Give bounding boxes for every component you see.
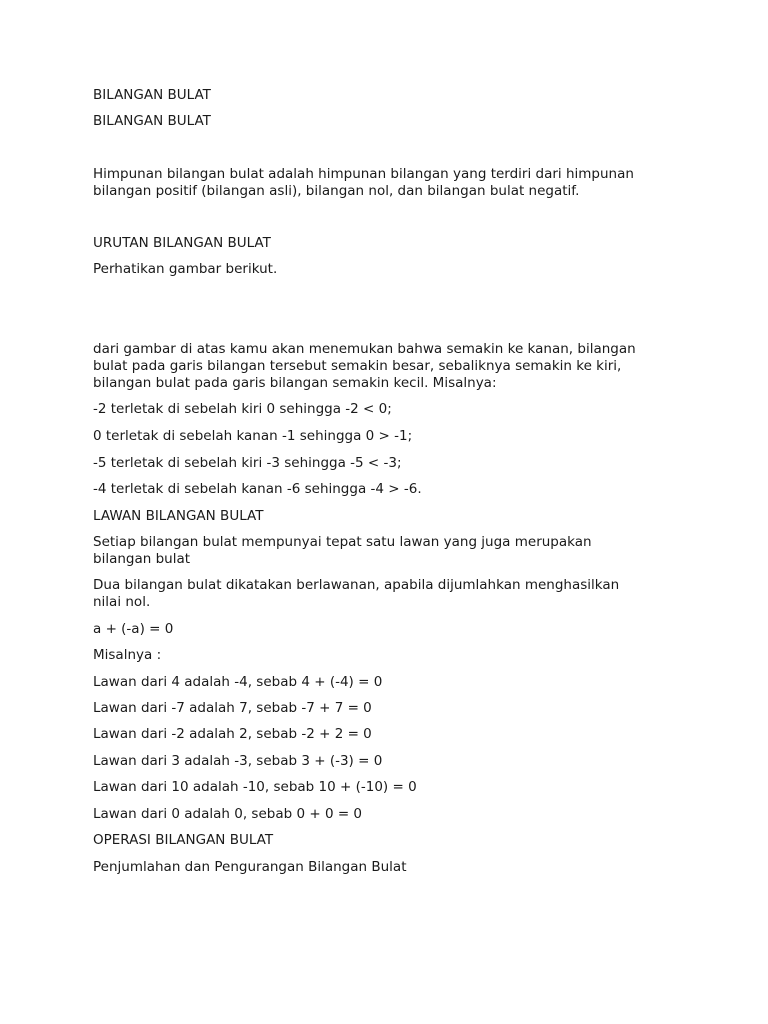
lawan-example: Lawan dari -7 adalah 7, sebab -7 + 7 = 0: [93, 700, 372, 716]
urutan-example: -2 terletak di sebelah kiri 0 sehingga -2 < 0;: [93, 401, 392, 417]
urutan-example: -5 terletak di sebelah kiri -3 sehingga -5 < -3;: [93, 455, 402, 471]
formula-text: a + (-a) = 0: [93, 621, 174, 637]
subheading-penjumlahan: Penjumlahan dan Pengurangan Bilangan Bulat: [93, 859, 407, 875]
explanation-line-1: dari gambar di atas kamu akan menemukan bahwa semakin ke kanan, bilangan: [93, 341, 636, 357]
lawan-example: Lawan dari 10 adalah -10, sebab 10 + (-10) = 0: [93, 779, 417, 795]
explanation-line-3: bilangan bulat pada garis bilangan semakin kecil. Misalnya:: [93, 375, 497, 391]
document-subtitle: BILANGAN BULAT: [93, 113, 211, 129]
urutan-example: -4 terletak di sebelah kanan -6 sehingga -4 > -6.: [93, 481, 422, 497]
dua-paragraph-line-1: Dua bilangan bulat dikatakan berlawanan, apabila dijumlahkan menghasilkan: [93, 577, 620, 593]
section-heading-urutan: URUTAN BILANGAN BULAT: [93, 235, 271, 251]
intro-paragraph-line-1: Himpunan bilangan bulat adalah himpunan bilangan yang terdiri dari himpunan: [93, 166, 634, 182]
lawan-example: Lawan dari 3 adalah -3, sebab 3 + (-3) = 0: [93, 753, 383, 769]
section-heading-lawan: LAWAN BILANGAN BULAT: [93, 508, 264, 524]
lawan-example: Lawan dari -2 adalah 2, sebab -2 + 2 = 0: [93, 726, 372, 742]
section-heading-operasi: OPERASI BILANGAN BULAT: [93, 832, 274, 848]
perhatikan-text: Perhatikan gambar berikut.: [93, 261, 278, 277]
document-title: BILANGAN BULAT: [93, 87, 211, 103]
lawan-example: Lawan dari 4 adalah -4, sebab 4 + (-4) = 0: [93, 674, 383, 690]
urutan-example: 0 terletak di sebelah kanan -1 sehingga 0 > -1;: [93, 428, 413, 444]
explanation-line-2: bulat pada garis bilangan tersebut semakin besar, sebaliknya semakin ke kiri,: [93, 358, 622, 374]
dua-paragraph-line-2: nilai nol.: [93, 594, 151, 610]
intro-paragraph-line-2: bilangan positif (bilangan asli), bilangan nol, dan bilangan bulat negatif.: [93, 183, 580, 199]
setiap-paragraph-line-1: Setiap bilangan bulat mempunyai tepat satu lawan yang juga merupakan: [93, 534, 592, 550]
misalnya-label: Misalnya :: [93, 647, 162, 663]
lawan-example: Lawan dari 0 adalah 0, sebab 0 + 0 = 0: [93, 806, 363, 822]
setiap-paragraph-line-2: bilangan bulat: [93, 551, 191, 567]
